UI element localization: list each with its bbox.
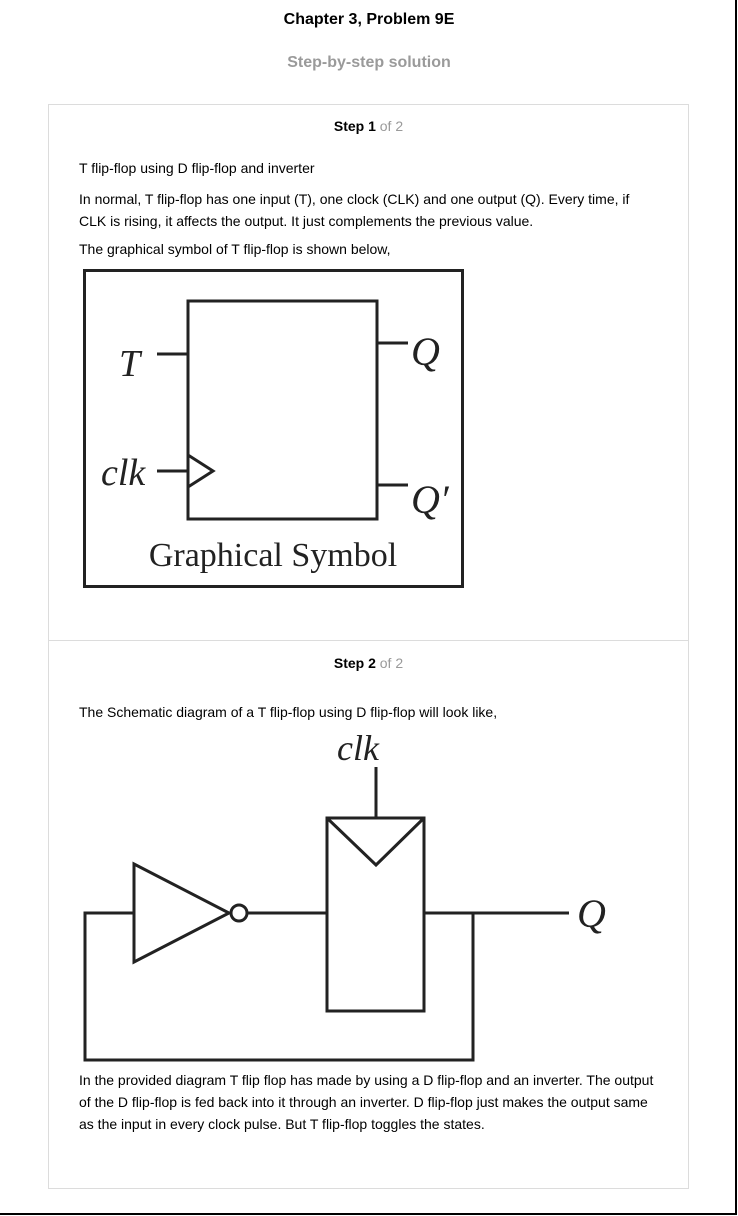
flipflop-box xyxy=(188,301,377,519)
step-divider xyxy=(49,640,688,641)
step-2-intro: The Schematic diagram of a T flip-flop using D flip-flop will look like, xyxy=(79,704,498,720)
inverter-bubble xyxy=(231,905,247,921)
clock-triangle xyxy=(327,818,424,865)
t-label: T xyxy=(119,343,141,385)
step-1-figure-intro: The graphical symbol of T flip-flop is shown below, xyxy=(79,241,391,257)
q-bar-label: Q′ xyxy=(411,477,449,522)
t-flipflop-schematic-figure xyxy=(79,725,639,1065)
step-1-count: of 2 xyxy=(379,118,404,134)
q-label: Q xyxy=(411,329,440,374)
step-1-description: In normal, T flip-flop has one input (T), one clock (CLK) and one output (Q). Every time, if CLK is rising, it affects the output. It just complements the previous value. xyxy=(79,191,630,229)
figure-caption: Graphical Symbol xyxy=(148,537,398,574)
feedback-loop xyxy=(85,913,473,1060)
clock-triangle xyxy=(188,455,213,487)
solution-card xyxy=(48,104,689,1189)
page-title: Chapter 3, Problem 9E xyxy=(283,11,455,28)
step-1-header xyxy=(49,118,688,134)
inverter-triangle xyxy=(134,864,229,962)
clk-label: clk xyxy=(337,728,379,768)
q-label: Q xyxy=(577,891,606,936)
page-subtitle: Step-by-step solution xyxy=(287,54,451,71)
step-2-count: of 2 xyxy=(379,655,404,671)
step-2-label: Step 2 xyxy=(333,655,376,671)
step-2-header xyxy=(49,655,688,671)
step-2-explanation: In the provided diagram T flip flop has made by using a D flip-flop and an inverter. The output of the D flip-flop is fed back into it through an inverter. D flip-flop just makes the output same as the input in every clock pulse. But T flip-flop toggles the states. xyxy=(79,1072,654,1132)
t-flipflop-symbol-figure xyxy=(83,269,467,591)
step-1-heading: T flip-flop using D flip-flop and inverter xyxy=(79,160,315,176)
clk-label: clk xyxy=(101,452,146,494)
d-flipflop-box xyxy=(327,818,424,1011)
step-1-label: Step 1 xyxy=(333,118,376,134)
